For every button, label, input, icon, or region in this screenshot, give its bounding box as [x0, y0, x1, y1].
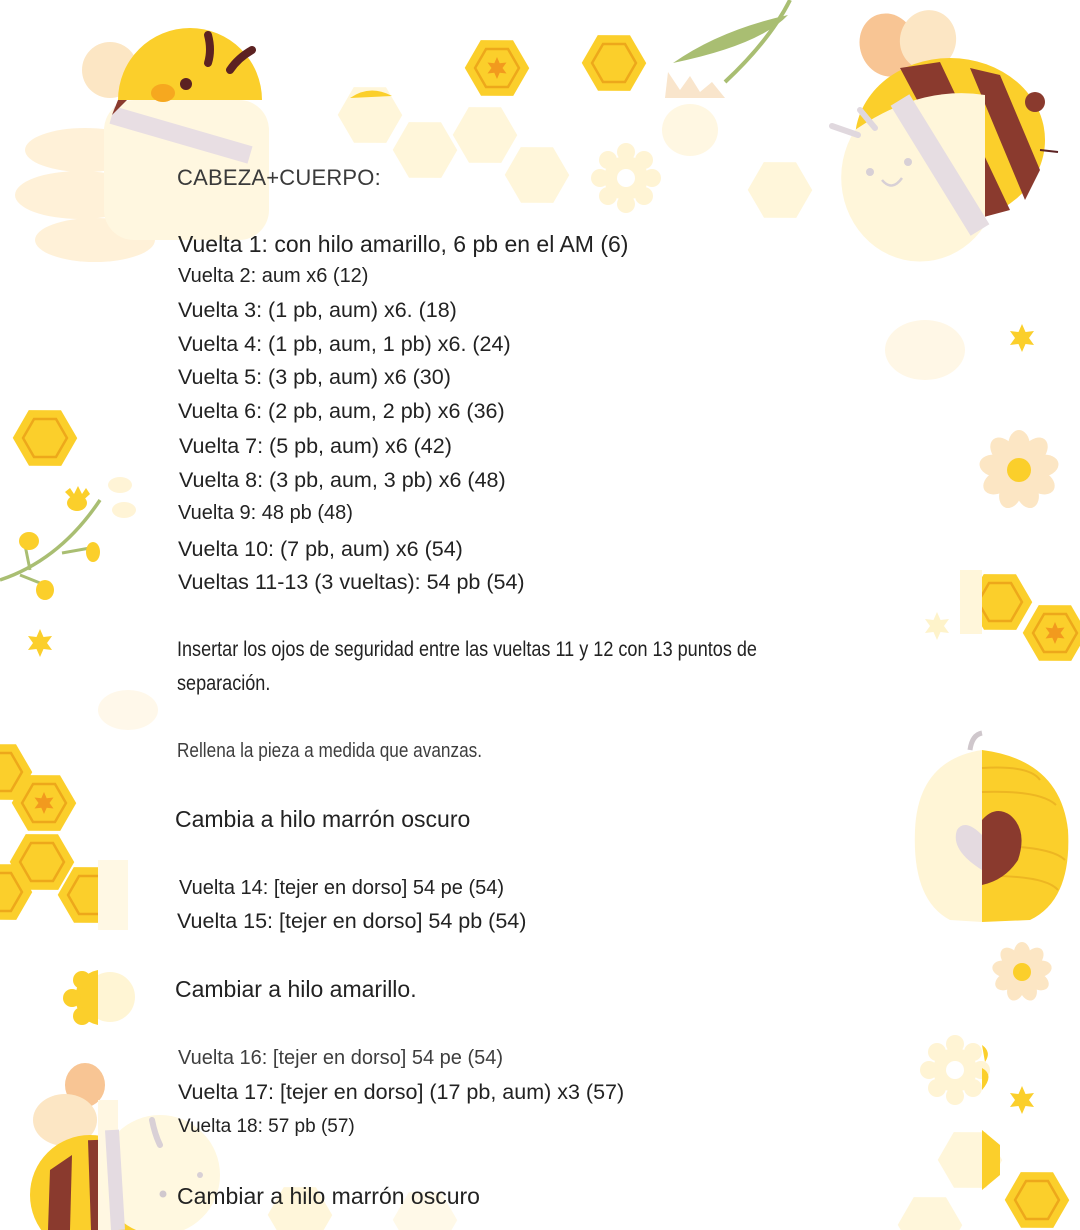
round-row: Vueltas 11-13 (3 vueltas): 54 pb (54) [178, 570, 525, 594]
round-row: Vuelta 8: (3 pb, aum, 3 pb) x6 (48) [179, 468, 506, 492]
color-change-instruction: Cambia a hilo marrón oscuro [175, 806, 471, 832]
section-title: CABEZA+CUERPO: [177, 165, 381, 190]
round-row: Vuelta 17: [tejer en dorso] (17 pb, aum) x3 (57) [178, 1080, 625, 1104]
round-row: Vuelta 6: (2 pb, aum, 2 pb) x6 (36) [178, 399, 505, 423]
round-row: Vuelta 5: (3 pb, aum) x6 (30) [178, 365, 451, 389]
round-row: Vuelta 15: [tejer en dorso] 54 pb (54) [177, 909, 527, 933]
color-change-instruction: Cambiar a hilo marrón oscuro [177, 1183, 480, 1209]
color-change-instruction: Cambiar a hilo amarillo. [175, 976, 417, 1002]
note-safety-eyes: Insertar los ojos de seguridad entre las vueltas 11 y 12 con 13 puntos de [177, 638, 757, 661]
round-row: Vuelta 10: (7 pb, aum) x6 (54) [178, 537, 463, 561]
round-row: Vuelta 4: (1 pb, aum, 1 pb) x6. (24) [178, 332, 511, 356]
note-safety-eyes-cont: separación. [177, 672, 271, 695]
round-row: Vuelta 9: 48 pb (48) [178, 502, 353, 524]
round-row: Vuelta 18: 57 pb (57) [178, 1116, 355, 1137]
round-row: Vuelta 7: (5 pb, aum) x6 (42) [179, 434, 452, 458]
note-stuffing: Rellena la pieza a medida que avanzas. [177, 740, 483, 762]
round-row: Vuelta 3: (1 pb, aum) x6. (18) [178, 298, 457, 322]
round-row: Vuelta 1: con hilo amarillo, 6 pb en el AM (6) [178, 231, 629, 257]
round-row: Vuelta 16: [tejer en dorso] 54 pe (54) [178, 1047, 504, 1069]
round-row: Vuelta 14: [tejer en dorso] 54 pe (54) [179, 877, 505, 899]
round-row: Vuelta 2: aum x6 (12) [178, 265, 369, 287]
